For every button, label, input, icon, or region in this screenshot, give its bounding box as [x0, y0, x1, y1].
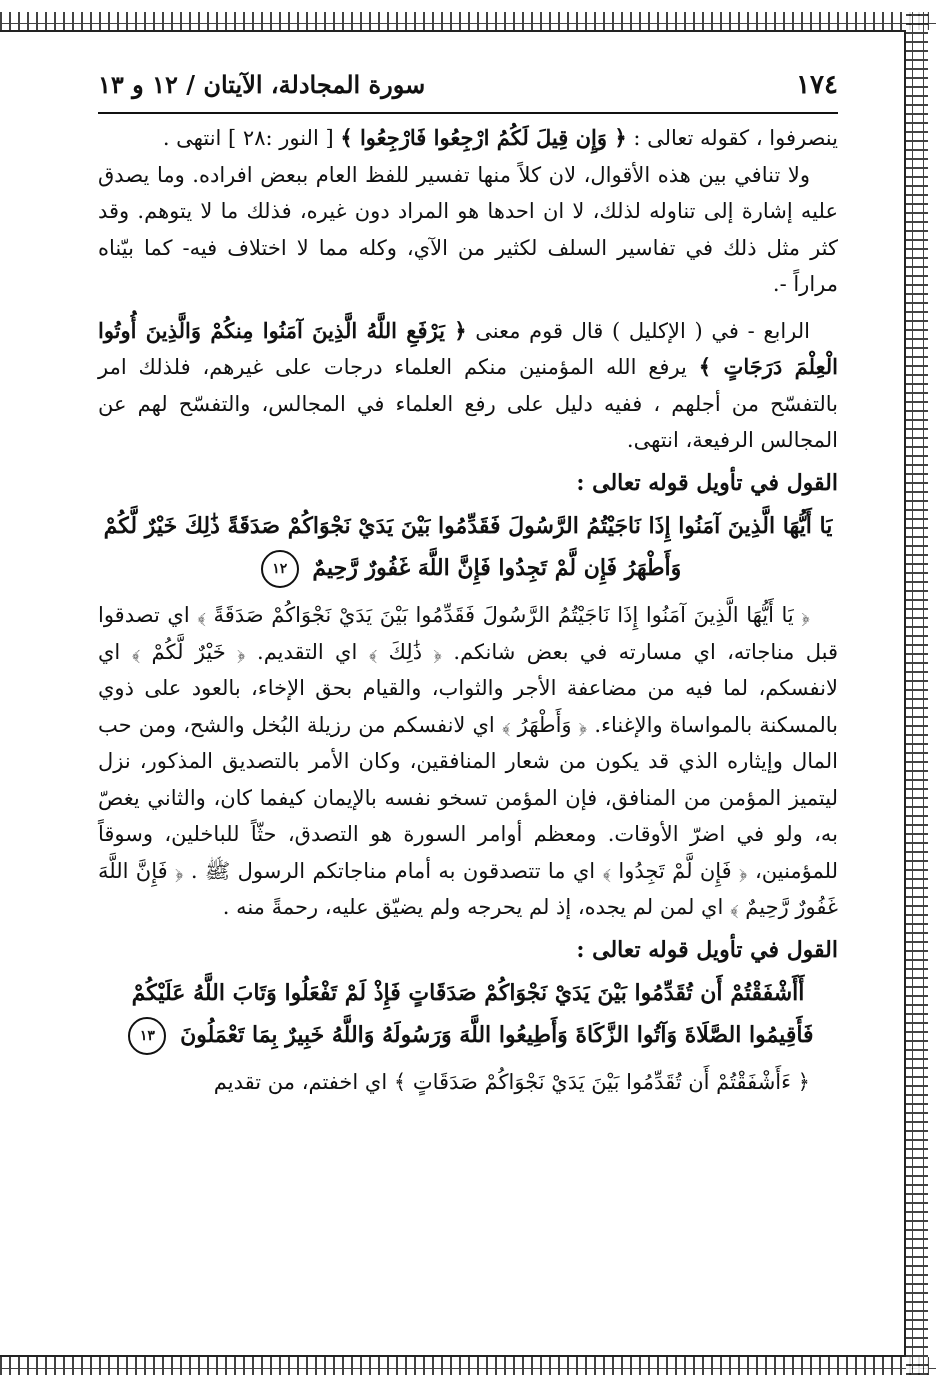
verse-block-12	[98, 505, 838, 589]
quran-quote: ﴿ وَإِن قِيلَ لَكُمُ ارْجِعُوا فَارْجِعُوا ﴾	[340, 125, 627, 150]
verse-block-13	[98, 972, 838, 1056]
paragraph-2: ولا تنافي بين هذه الأقوال، لان كلاً منها تفسير للفظ العام ببعض افراده. وما يصدق عليه إشارة إلى تناوله لذلك، لا ان احدها هو المراد دون غيره، فذلك ما لا يتوهم. وقد كثر مثل ذلك في تفاسير السلف لكثير من الآي، وكله مما لا اختلاف فيه- كما بيّناه مراراً -.	[98, 162, 838, 296]
verse-text-13: أَأَشْفَقْتُمْ أَن تُقَدِّمُوا بَيْنَ يَدَيْ نَجْوَاكُمْ صَدَقَاتٍ فَإِذْ لَمْ تَفْعَلُوا وَتَابَ اللَّهُ عَلَيْكُمْ فَأَقِيمُوا الصَّلَاةَ وَآتُوا الزَّكَاةَ وَأَطِيعُوا اللَّهَ وَرَسُولَهُ وَاللَّهُ خَبِيرٌ بِمَا تَعْمَلُونَ	[131, 980, 814, 1048]
border-rule-right	[904, 30, 906, 1357]
border-rule-bottom	[0, 1355, 906, 1357]
section-heading-2: القول في تأويل قوله تعالى :	[576, 936, 838, 963]
section-heading-1: القول في تأويل قوله تعالى :	[576, 469, 838, 496]
paragraph-5: ﴿ ءَأَشْفَقْتُمْ أَن تُقَدِّمُوا بَيْنَ يَدَيْ نَجْوَاكُمْ صَدَقَاتٍ ﴾ اي اخفتم، من تقديم	[213, 1070, 810, 1094]
paragraph-1	[98, 120, 838, 157]
book-page	[98, 70, 838, 1330]
page-body	[98, 120, 838, 1101]
border-top-ornament	[0, 12, 936, 30]
page-header	[98, 70, 838, 114]
paragraph-4: ﴿ يَا أَيُّهَا الَّذِينَ آمَنُوا إِذَا نَاجَيْتُمُ الرَّسُولَ فَقَدِّمُوا بَيْنَ يَدَيْ نَجْوَاكُمْ صَدَقَةً ﴾ اي تصدقوا قبل مناجاته، اي مسارته في بعض شانكم. ﴿ ذَٰلِكَ ﴾ اي التقديم. ﴿ خَيْرٌ لَّكُمْ ﴾ اي لانفسكم، لما فيه من مضاعفة الأجر والثواب، والقيام بحق الإخاء، بالعود على ذوي بالمسكنة بالمواساة والإغناء. ﴿ وَأَطْهَرُ ﴾ اي لانفسكم من رزيلة البُخل والشح، ومن حب المال وإيثاره الذي قد يكون من شعار المنافقين، وكان الأمر بالتصديق المذكور، نزل ليتميز المؤمن من المنافق، فإن المؤمن تسخو نفسه بالإيمان كيفما كان، والثاني يغصّ به، ولو في اضرّ الأوقات. ومعظم أوامر السورة هو التصدق، حثّاً للباخلين، وسوقاً للمؤمنين، ﴿ فَإِن لَّمْ تَجِدُوا ﴾ اي ما تتصدقون به أمام مناجاتكم الرسول ﷺ . ﴿ فَإِنَّ اللَّهَ غَفُورٌ رَّحِيمٌ ﴾ اي لمن لم يجده، إذ لم يحرجه ولم يضيّق عليه، رحمةً منه .	[98, 603, 838, 919]
paragraph-1-text-a: ينصرفوا ، كقوله تعالى :	[633, 126, 838, 150]
running-title: سورة المجادلة، الآيتان / ١٢ و ١٣	[98, 70, 426, 99]
quran-quote: ﴿ يَرْفَعِ اللَّهُ الَّذِينَ آمَنُوا مِنكُمْ وَالَّذِينَ أُوتُوا الْعِلْمَ دَرَجَاتٍ ﴾	[98, 317, 838, 379]
paragraph-3-text-a: الرابع - في ( الإكليل ) قال قوم معنى	[475, 318, 810, 343]
border-right-ornament	[906, 12, 928, 1375]
verse-number-badge: ١٣	[128, 1017, 166, 1055]
border-bottom-ornament	[0, 1357, 936, 1375]
paragraph-1-text-b: [ النور :٢٨ ] انتهى .	[162, 126, 334, 150]
verse-text-12: يَا أَيُّهَا الَّذِينَ آمَنُوا إِذَا نَاجَيْتُمُ الرَّسُولَ فَقَدِّمُوا بَيْنَ يَدَيْ نَجْوَاكُمْ صَدَقَةً ذَٰلِكَ خَيْرٌ لَّكُمْ وَأَطْهَرُ فَإِن لَّمْ تَجِدُوا فَإِنَّ اللَّهَ غَفُورٌ رَّحِيمٌ	[103, 513, 833, 581]
page-number: ١٧٤	[796, 70, 838, 100]
border-rule-top	[0, 30, 906, 32]
paragraph-3	[98, 313, 838, 459]
paragraph-3-text-b: يرفع الله المؤمنين منكم العلماء درجات على غيرهم، فلذلك امر بالتفسّح من أجلهم ، ففيه دليل على رفع العلماء في المجالس، والتفسّح لهم عن المجالس الرفيعة، انتهى.	[98, 355, 838, 452]
verse-number-badge: ١٢	[261, 550, 299, 588]
